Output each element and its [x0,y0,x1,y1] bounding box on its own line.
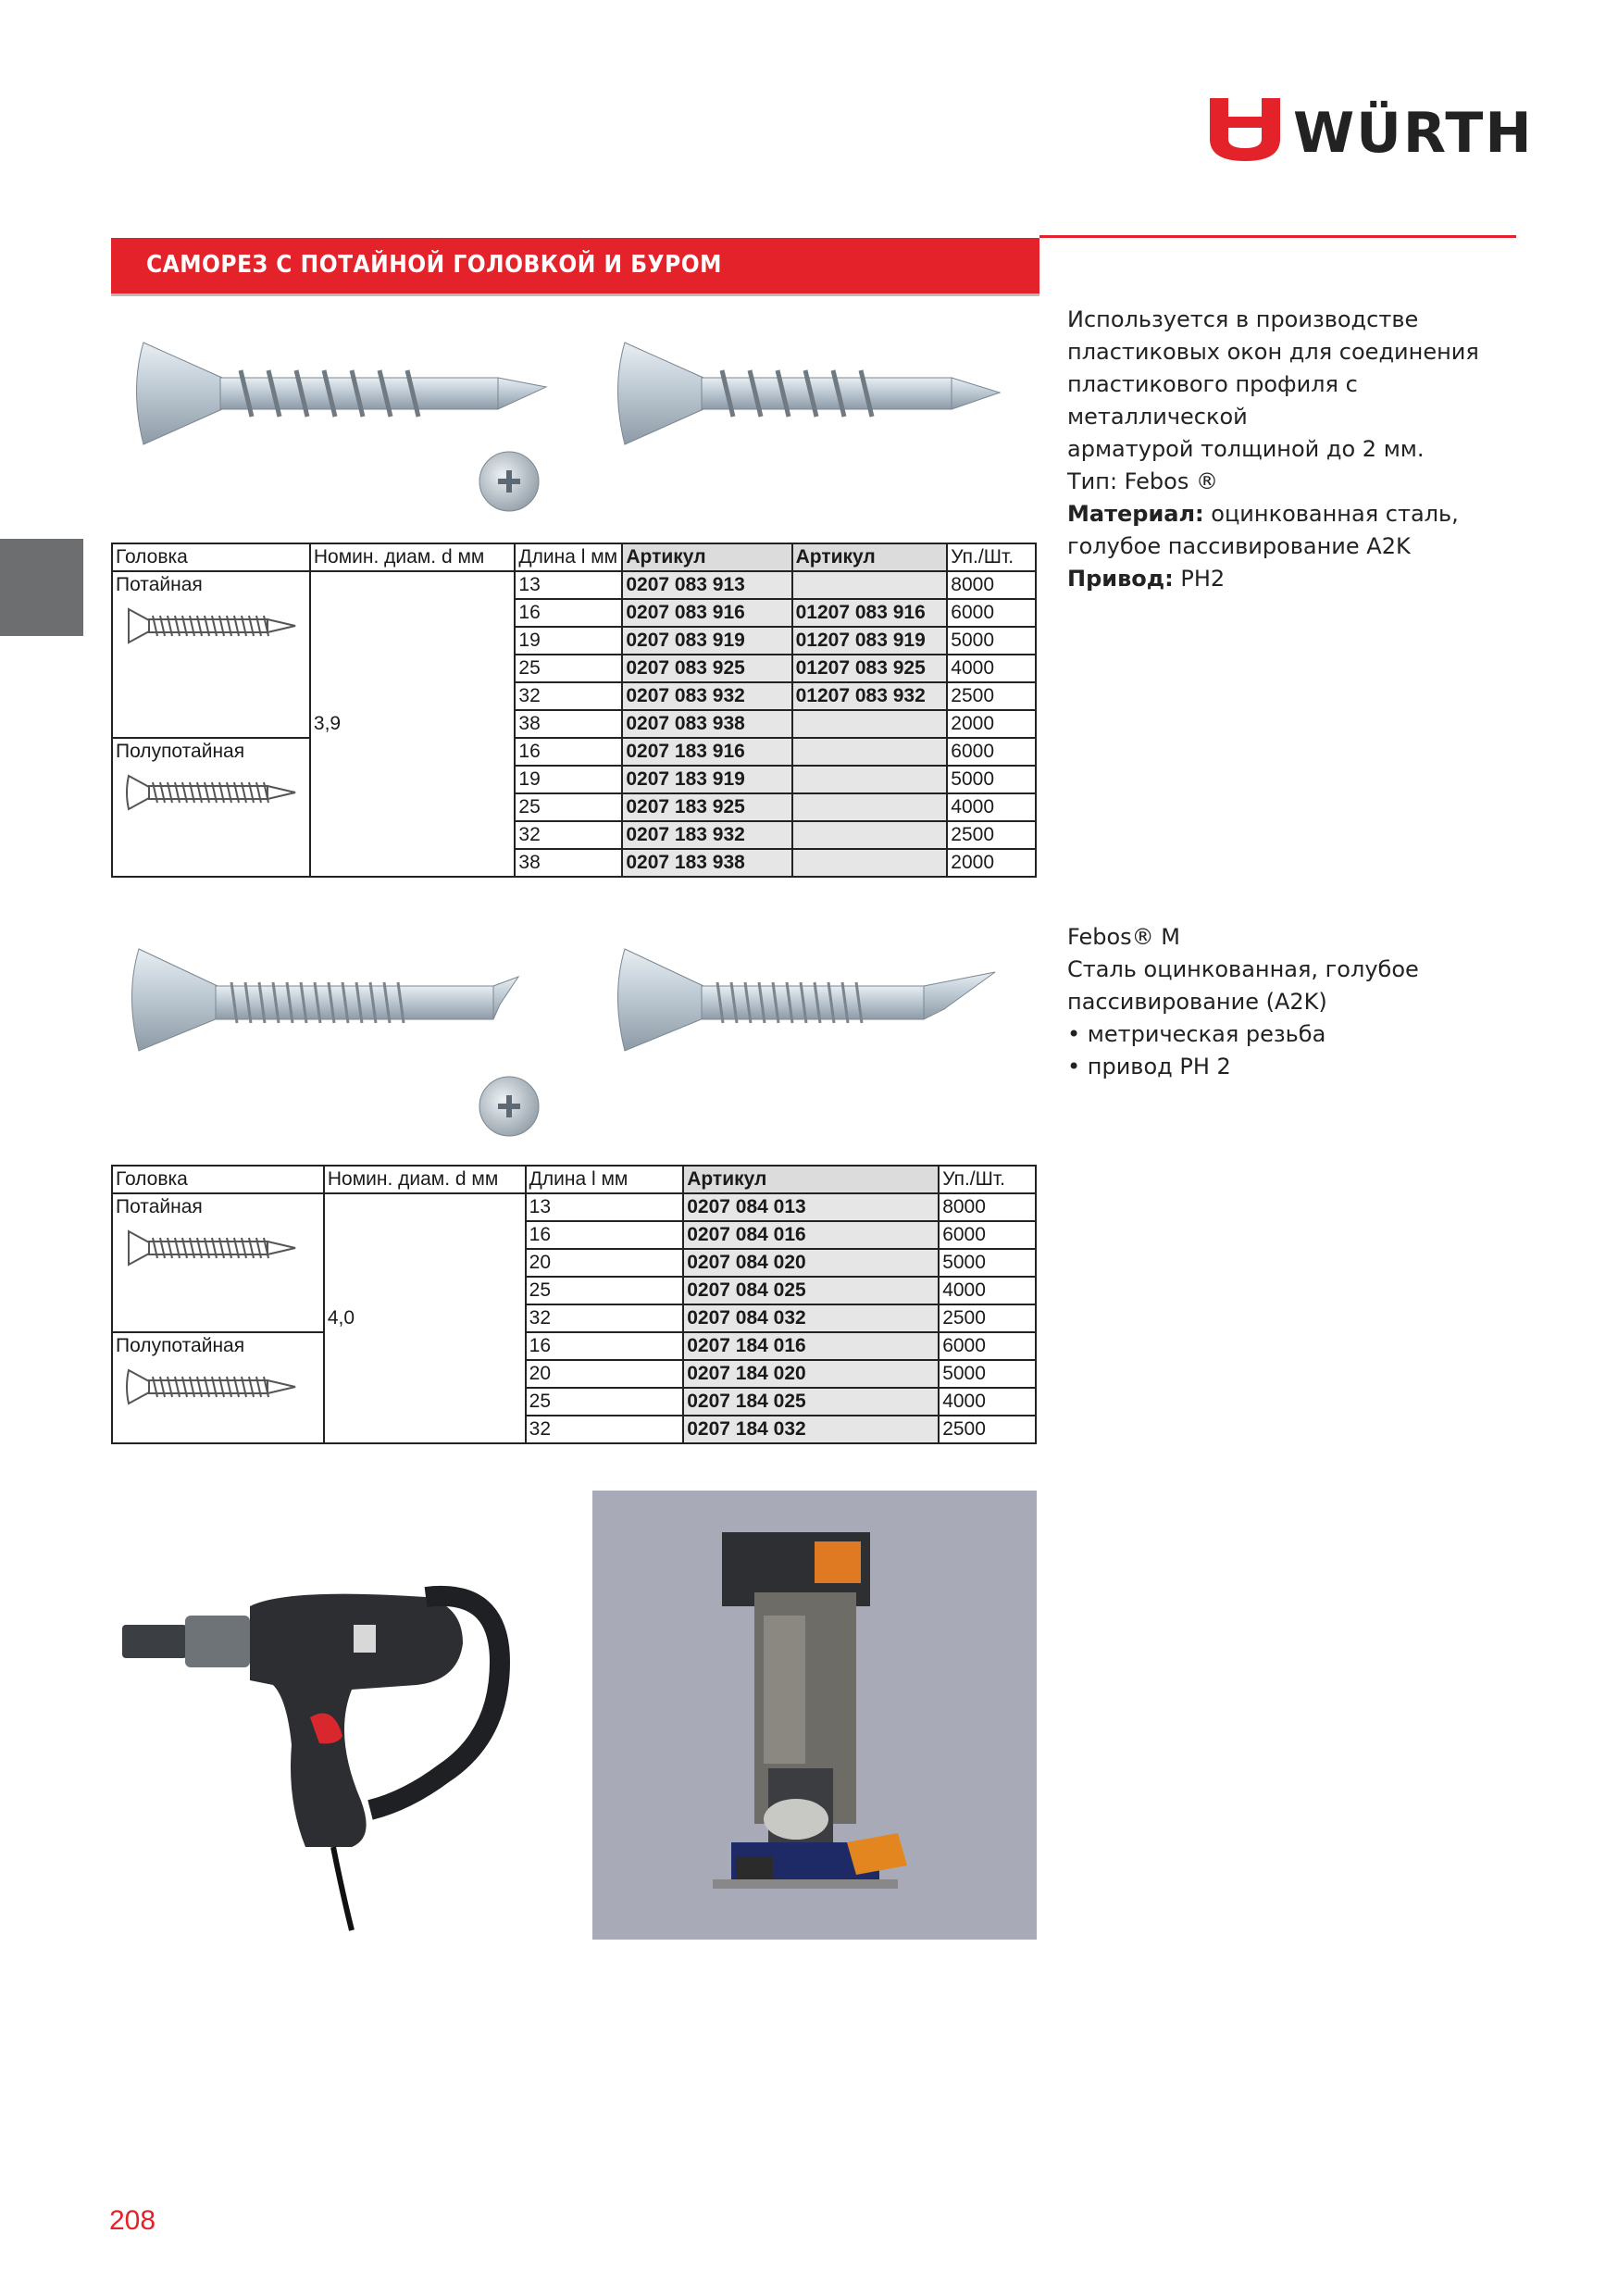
title-rule [1039,235,1516,238]
article-alt-cell [792,710,948,738]
article-cell: 0207 083 919 [622,627,791,655]
desc1-type: Тип: Febos ® [1067,468,1218,494]
countersunk-screw-icon [125,605,301,646]
material-value: оцинкованная сталь, [1203,501,1459,527]
pack-cell: 4000 [939,1388,1036,1416]
length-cell: 32 [515,682,622,710]
article-cell: 0207 183 919 [622,766,791,793]
article-cell: 0207 183 925 [622,793,791,821]
col-art1: Артикул [622,543,791,571]
article-alt-cell [792,571,948,599]
pack-cell: 2000 [947,710,1036,738]
article-cell: 0207 184 016 [683,1332,939,1360]
length-cell: 13 [515,571,622,599]
section-tab [0,539,83,636]
article-cell: 0207 083 916 [622,599,791,627]
nominal-diameter-cell: 4,0 [324,1193,526,1443]
screwdriver-photo [111,1495,574,1940]
length-cell: 16 [526,1221,684,1249]
table-row [112,1332,1036,1360]
article-cell: 0207 183 938 [622,849,791,877]
article-alt-cell [792,849,948,877]
article-cell: 0207 183 916 [622,738,791,766]
title-band [111,238,1039,293]
col-len: Длина l мм [526,1166,684,1193]
drive-label: Привод: [1067,566,1174,592]
length-cell: 25 [515,793,622,821]
length-cell: 13 [526,1193,684,1221]
col-nom: Номин. диам. d мм [310,543,516,571]
desc1-drive [1067,563,1530,595]
pack-cell: 4000 [947,655,1036,682]
article-alt-cell [792,738,948,766]
article-cell: 0207 084 020 [683,1249,939,1277]
article-cell: 0207 184 020 [683,1360,939,1388]
length-cell: 16 [526,1332,684,1360]
desc1-line: пластикового профиля с металлической [1067,371,1358,430]
nominal-diameter-cell: 3,9 [310,571,516,877]
article-alt-cell: 01207 083 916 [792,599,948,627]
length-cell: 19 [515,627,622,655]
article-alt-cell [792,821,948,849]
article-cell: 0207 184 032 [683,1416,939,1443]
article-cell: 0207 083 938 [622,710,791,738]
desc1-material [1067,498,1530,530]
table-row [112,571,1036,599]
length-cell: 16 [515,599,622,627]
article-cell: 0207 084 032 [683,1304,939,1332]
material-label: Материал: [1067,501,1204,527]
col-pack: Уп./Шт. [939,1166,1036,1193]
brand-name: WÜRTH [1293,101,1534,166]
pack-cell: 6000 [947,738,1036,766]
desc1-line: голубое пассивирование A2K [1067,533,1411,559]
table-header-row [112,543,1036,571]
pack-cell: 4000 [947,793,1036,821]
raised-countersunk-screw-icon [125,772,301,813]
pack-cell: 6000 [939,1332,1036,1360]
desc1-line: Используется в производстве [1067,306,1419,332]
pack-cell: 2500 [947,821,1036,849]
pack-cell: 5000 [939,1249,1036,1277]
screw-photo-2 [111,921,1037,1148]
page-number: 208 [109,2205,156,2236]
col-art2: Артикул [792,543,948,571]
col-nom: Номин. диам. d мм [324,1166,526,1193]
raised-countersunk-screw-icon [125,1366,301,1407]
col-head: Головка [112,543,310,571]
pack-cell: 2000 [947,849,1036,877]
length-cell: 20 [526,1249,684,1277]
screw-photo-1 [111,306,1037,532]
article-alt-cell [792,793,948,821]
article-alt-cell [792,766,948,793]
length-cell: 20 [526,1360,684,1388]
pack-cell: 2500 [939,1304,1036,1332]
head-type-label: Потайная [116,1196,203,1217]
article-cell: 0207 083 913 [622,571,791,599]
col-len: Длина l мм [515,543,622,571]
pack-cell: 2500 [939,1416,1036,1443]
length-cell: 38 [515,710,622,738]
desc2-bullet: • привод PH 2 [1067,1054,1231,1079]
head-type-cell [112,1193,324,1332]
pack-cell: 6000 [939,1221,1036,1249]
article-cell: 0207 183 932 [622,821,791,849]
length-cell: 25 [526,1277,684,1304]
length-cell: 25 [526,1388,684,1416]
article-cell: 0207 084 016 [683,1221,939,1249]
article-table-2 [111,1165,1037,1444]
desc1-line: пластиковых окон для соединения [1067,339,1479,365]
pack-cell: 2500 [947,682,1036,710]
drive-value: PH2 [1173,566,1226,592]
pack-cell: 8000 [947,571,1036,599]
length-cell: 32 [526,1416,684,1443]
wurth-logo-mark [1208,96,1282,163]
machine-photo [592,1491,1037,1940]
pack-cell: 4000 [939,1277,1036,1304]
desc2-line: пассивирование (A2K) [1067,989,1327,1015]
table-row [112,738,1036,766]
col-art: Артикул [683,1166,939,1193]
pack-cell: 5000 [939,1360,1036,1388]
article-cell: 0207 084 013 [683,1193,939,1221]
wurth-logo [1208,96,1534,170]
article-cell: 0207 083 932 [622,682,791,710]
pack-cell: 6000 [947,599,1036,627]
length-cell: 38 [515,849,622,877]
article-cell: 0207 184 025 [683,1388,939,1416]
length-cell: 25 [515,655,622,682]
head-type-cell [112,1332,324,1443]
description-1 [1067,304,1530,595]
description-2 [1067,921,1530,1083]
head-type-cell [112,571,310,738]
article-alt-cell: 01207 083 925 [792,655,948,682]
countersunk-screw-icon [125,1228,301,1268]
head-type-label: Полупотайная [116,1335,245,1356]
pack-cell: 5000 [947,627,1036,655]
desc2-line: Сталь оцинкованная, голубое [1067,956,1419,982]
table-row [112,1193,1036,1221]
desc1-line: арматурой толщиной до 2 мм. [1067,436,1425,462]
article-alt-cell: 01207 083 932 [792,682,948,710]
page-title: САМОРЕЗ С ПОТАЙНОЙ ГОЛОВКОЙ И БУРОМ [146,251,722,279]
title-underline [111,293,1039,296]
head-type-label: Полупотайная [116,741,245,762]
article-cell: 0207 083 925 [622,655,791,682]
article-table-1 [111,543,1037,878]
col-head: Головка [112,1166,324,1193]
article-cell: 0207 084 025 [683,1277,939,1304]
length-cell: 19 [515,766,622,793]
length-cell: 16 [515,738,622,766]
article-alt-cell: 01207 083 919 [792,627,948,655]
table-header-row [112,1166,1036,1193]
length-cell: 32 [515,821,622,849]
pack-cell: 5000 [947,766,1036,793]
desc2-line: Febos® M [1067,924,1181,950]
length-cell: 32 [526,1304,684,1332]
col-pack: Уп./Шт. [947,543,1036,571]
head-type-cell [112,738,310,877]
desc2-bullet: • метрическая резьба [1067,1021,1326,1047]
head-type-label: Потайная [116,574,203,595]
pack-cell: 8000 [939,1193,1036,1221]
